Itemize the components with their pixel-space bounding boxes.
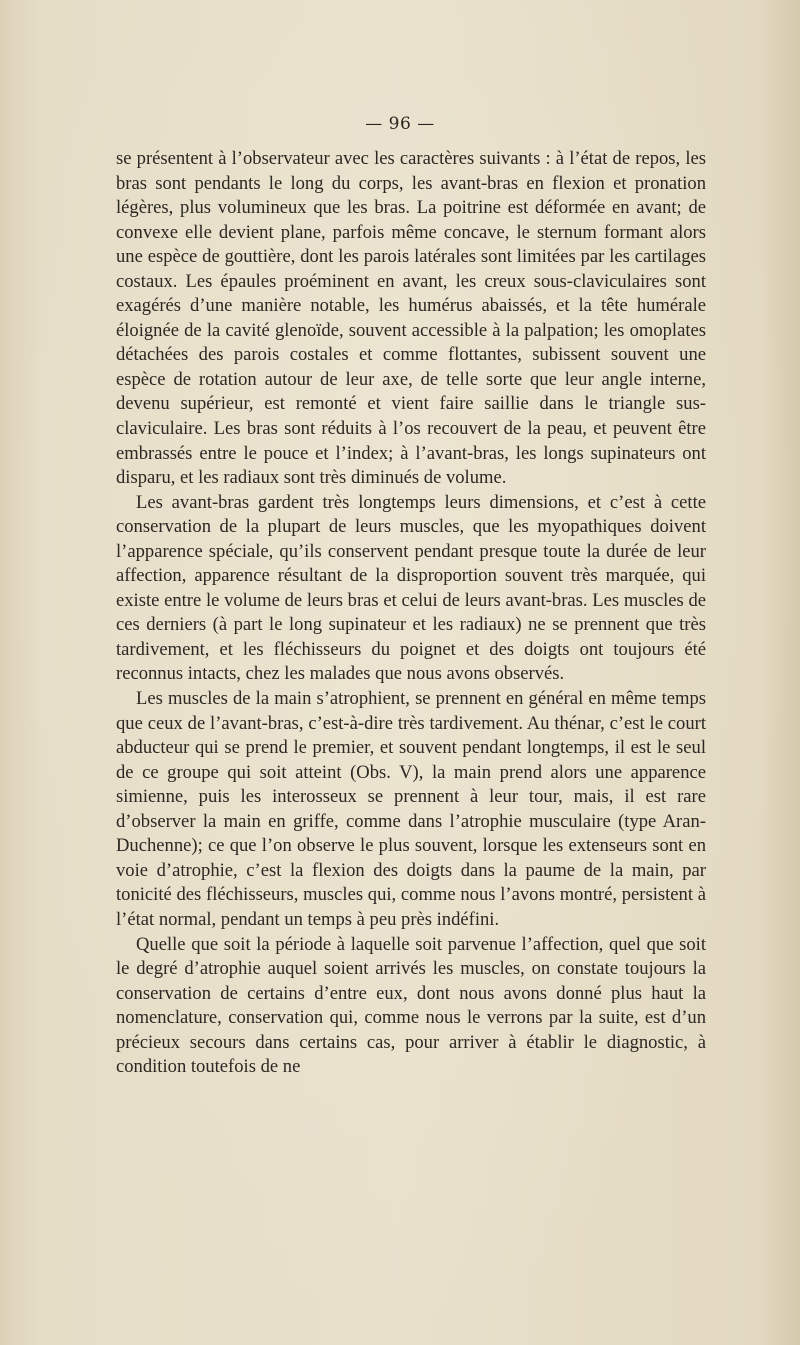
paragraph-3: Les muscles de la main s’atrophient, se prennent en général en même temps que ceux de l’avant-bras, c’est-à-dire très tardivement. Au thénar, c’est le court abducteur qui se prend le premier, et souvent pendant longtemps, il est le seul de ce groupe qui soit atteint (Obs. V), la main prend alors une apparence simienne, puis les interosseux se prennent à leur tour, mais, il est rare d’observer la main en griffe, comme dans l’atrophie musculaire (type Aran-Duchenne); ce que l’on observe le plus souvent, lorsque les extenseurs sont en voie d’atrophie, c’est la flexion des doigts dans la paume de la main, par tonicité des fléchisseurs, muscles qui, comme nous l’avons montré, persistent à l’état normal, pendant un temps à peu près indéfini. [116,688,706,930]
paragraph-2: Les avant-bras gardent très longtemps leurs dimensions, et c’est à cette conservation de la plupart de leurs muscles, que les myopathiques doivent l’apparence spéciale, qu’ils conservent pendant presque toute la durée de leur affection, apparence résultant de la disproportion souvent très marquée, qui existe entre le volume de leurs bras et celui de leurs avant-bras. Les muscles de ces derniers (à part le long supinateur et les radiaux) ne se prennent que très tardivement, et les fléchisseurs du poignet et des doigts ont toujours été reconnus intacts, chez les malades que nous avons observés. [116,491,706,685]
paragraph-4: Quelle que soit la période à laquelle soit parvenue l’affection, quel que soit le degré d’atrophie auquel soient arrivés les muscles, on constate toujours la conservation de certains d’entre eux, dont nous avons donné plus haut la nomenclature, conservation qui, comme nous le verrons par la suite, est d’un précieux secours dans certains cas, pour arriver à établir le diagnostic, à condition toutefois de ne [116,933,706,1078]
paragraph-1: se présentent à l’observateur avec les caractères suivants : à l’état de repos, les bras sont pendants le long du corps, les avant-bras en flexion et pronation légères, plus volumineux que les bras. La poitrine est déformée en avant; de convexe elle devient plane, parfois même concave, le sternum formant alors une espèce de gouttière, dont les parois latérales sont limitées par les cartilages costaux. Les épaules proéminent en avant, les creux sous-claviculaires sont exagérés d’une manière notable, les humérus abaissés, et la tête humérale éloignée de la cavité glenoïde, souvent accessible à la palpation; les omoplates détachées des parois costales et comme flottantes, subissent souvent une espèce de rotation autour de leur axe, de telle sorte que leur angle interne, devenu supérieur, est remonté et vient faire saillie dans le triangle sus-claviculaire. Les bras sont réduits à l’os recouvert de la peau, et peuvent être embrassés entre le pouce et l’index; à l’avant-bras, les longs supinateurs ont disparu, et les radiaux sont très diminués de volume. [116,148,706,489]
page-number: — 96 — [365,114,435,134]
body-text [116,147,706,1080]
